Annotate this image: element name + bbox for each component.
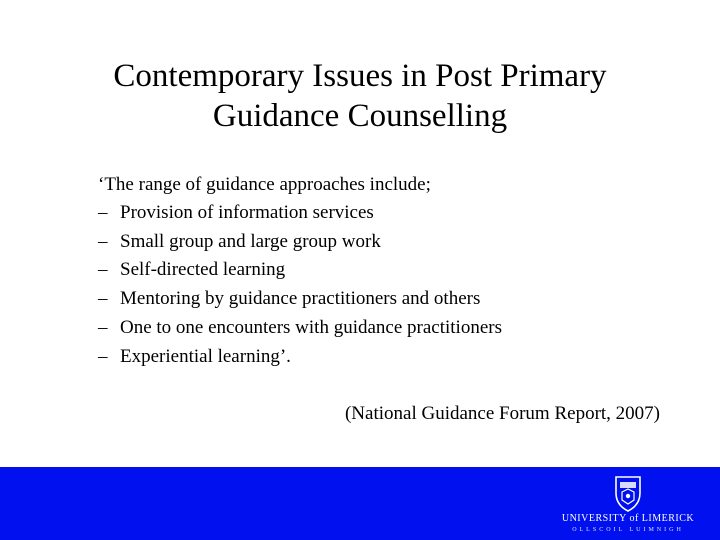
list-item — [98, 343, 502, 372]
list-item-text: Provision of information services — [120, 202, 374, 223]
footer-bar — [0, 467, 720, 540]
list-item-text: One to one encounters with guidance practitioners — [120, 316, 502, 338]
bullet-marker: – — [98, 288, 108, 310]
bullet-marker: – — [98, 230, 108, 252]
list-item-text: Small group and large group work — [120, 230, 381, 252]
citation: (National Guidance Forum Report, 2007) — [344, 403, 660, 424]
title-line-2: Guidance Counselling — [212, 98, 508, 134]
slide-title — [0, 56, 720, 136]
university-logo — [548, 473, 708, 535]
list-item — [98, 199, 502, 228]
university-subtitle: OLLSCOIL LUIMNIGH — [572, 527, 684, 533]
list-item-text: Experiential learning’. — [120, 345, 291, 367]
list-item-text: Mentoring by guidance practitioners and others — [120, 288, 481, 310]
bullet-marker: – — [98, 345, 108, 367]
bullet-marker: – — [98, 202, 108, 223]
list-item-text: Self-directed learning — [120, 259, 286, 281]
list-item — [98, 285, 502, 314]
intro-text: ‘The range of guidance approaches include; — [98, 174, 431, 195]
title-line-1: Contemporary Issues in Post Primary — [113, 58, 607, 94]
list-item — [98, 314, 502, 343]
bullet-list — [98, 199, 502, 371]
bullet-marker: – — [98, 316, 108, 338]
bullet-marker: – — [98, 259, 108, 281]
list-item — [98, 228, 502, 257]
university-name: UNIVERSITY of LIMERICK — [561, 513, 695, 524]
crest-icon — [608, 473, 648, 513]
list-item — [98, 256, 502, 285]
